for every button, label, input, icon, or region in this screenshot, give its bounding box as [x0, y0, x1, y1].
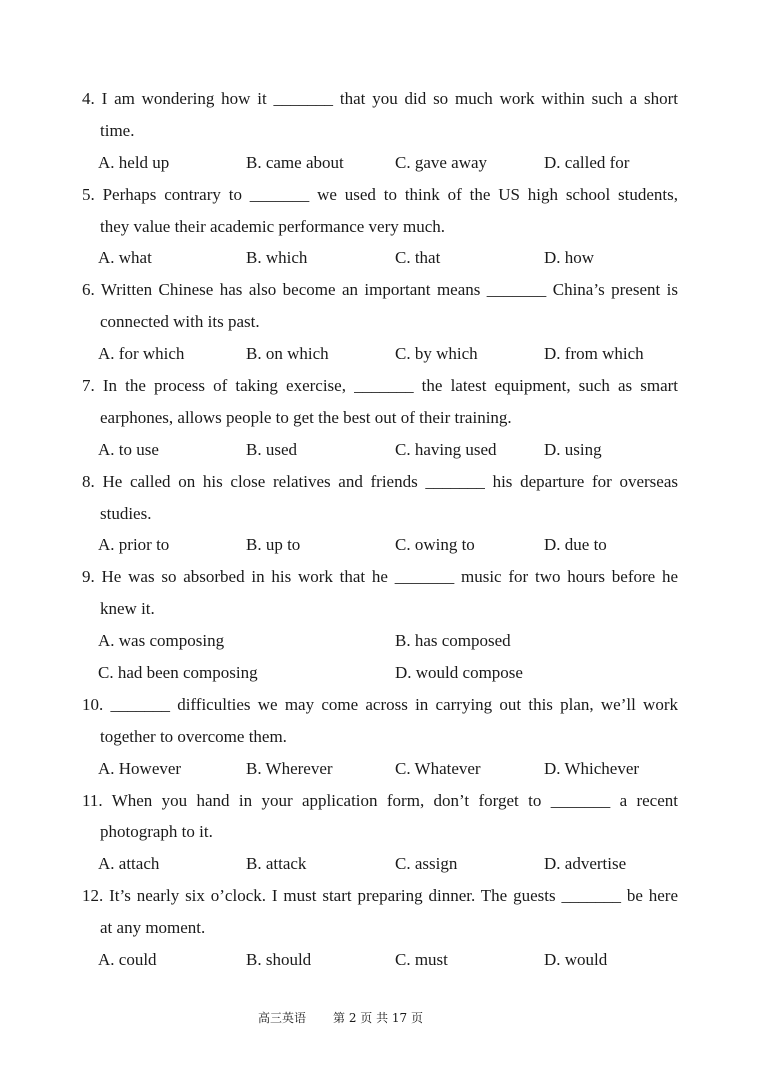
option-b: B. on which: [246, 344, 329, 364]
question-text: Written Chinese has also become an important means _______ China’s present is: [100, 280, 678, 300]
question-stem-first-line: [82, 179, 678, 211]
question-stem-line: [82, 498, 678, 530]
options-row: [82, 944, 678, 976]
question-text: earphones, allows people to get the best out of their training.: [100, 407, 512, 427]
question-stem-first-line: [82, 785, 678, 817]
option-a: A. for which: [98, 344, 185, 364]
question-number: 12.: [82, 886, 104, 906]
option-a: A. could: [98, 950, 157, 970]
option-a: A. held up: [98, 152, 170, 172]
question-4: [82, 83, 678, 179]
option-b: B. used: [246, 439, 297, 459]
question-stem-first-line: [82, 880, 678, 912]
question-stem-first-line: [82, 689, 678, 721]
option-a: A. was composing: [98, 631, 225, 651]
options-row: [82, 338, 678, 370]
question-text: at any moment.: [100, 918, 206, 938]
options-row: [82, 753, 678, 785]
question-number: 5.: [82, 184, 95, 204]
option-b: B. Wherever: [246, 758, 333, 778]
option-c: C. that: [395, 248, 441, 268]
options-row: [82, 242, 678, 274]
option-d: D. called for: [544, 152, 630, 172]
question-text: knew it.: [100, 599, 155, 619]
option-a: A. what: [98, 248, 152, 268]
question-12: [82, 880, 678, 976]
question-text: connected with its past.: [100, 312, 260, 332]
question-stem-first-line: [82, 561, 678, 593]
option-b: B. should: [246, 950, 312, 970]
option-d: D. how: [544, 248, 595, 268]
option-b: B. came about: [246, 152, 344, 172]
option-c: C. having used: [395, 439, 497, 459]
question-7: [82, 370, 678, 466]
question-text: _______ difficulties we may come across in carrying out this plan, we’ll work: [110, 694, 678, 714]
question-10: [82, 689, 678, 785]
question-text: It’s nearly six o’clock. I must start preparing dinner. The guests _______ be here: [109, 886, 678, 906]
question-number: 7.: [82, 376, 95, 396]
question-text: time.: [100, 120, 135, 140]
option-b: B. has composed: [395, 631, 511, 651]
question-number: 11.: [82, 790, 103, 810]
option-c: C. Whatever: [395, 758, 481, 778]
option-b: B. up to: [246, 535, 301, 555]
question-stem-line: [82, 593, 678, 625]
option-c: C. had been composing: [98, 663, 258, 683]
option-a: A. attach: [98, 854, 160, 874]
question-stem-line: [82, 306, 678, 338]
option-d: D. from which: [544, 344, 644, 364]
question-text: photograph to it.: [100, 822, 213, 842]
question-stem-line: [82, 912, 678, 944]
option-b: B. which: [246, 248, 308, 268]
question-stem-first-line: [82, 274, 678, 306]
question-text: together to overcome them.: [100, 726, 287, 746]
option-d: D. using: [544, 439, 602, 459]
question-9: [82, 561, 678, 689]
question-text: He called on his close relatives and friends _______ his departure for overseas: [102, 471, 678, 491]
option-a: A. prior to: [98, 535, 170, 555]
question-stem-line: [82, 211, 678, 243]
options-row: [82, 848, 678, 880]
question-text: He was so absorbed in his work that he _______ music for two hours before he: [101, 567, 678, 587]
option-a: A. However: [98, 758, 182, 778]
option-a: A. to use: [98, 439, 159, 459]
question-number: 6.: [82, 280, 95, 300]
option-d: D. Whichever: [544, 758, 640, 778]
option-d: D. would: [544, 950, 608, 970]
question-stem-first-line: [82, 370, 678, 402]
question-stem-line: [82, 115, 678, 147]
question-text: they value their academic performance very much.: [100, 216, 446, 236]
option-c: C. must: [395, 950, 448, 970]
question-stem-line: [82, 402, 678, 434]
footer-subject: 高三英语: [258, 1011, 307, 1025]
options-row: [82, 657, 678, 689]
question-8: [82, 466, 678, 562]
question-11: [82, 785, 678, 881]
question-number: 9.: [82, 567, 95, 587]
option-c: C. assign: [395, 854, 458, 874]
question-number: 4.: [82, 89, 95, 108]
question-6: [82, 274, 678, 370]
question-list: [82, 83, 678, 976]
question-number: 10.: [82, 694, 104, 714]
option-c: C. by which: [395, 344, 478, 364]
option-c: C. gave away: [395, 152, 488, 172]
option-d: D. due to: [544, 535, 607, 555]
question-text: When you hand in your application form, don’t forget to _______ a recent: [111, 790, 678, 810]
question-5: [82, 179, 678, 275]
options-row: [82, 147, 678, 179]
option-d: D. would compose: [395, 663, 523, 683]
question-number: 8.: [82, 471, 95, 491]
question-stem-first-line: [82, 466, 678, 498]
question-text: In the process of taking exercise, _______ the latest equipment, such as smart: [102, 376, 678, 396]
footer-page-number: 第 2 页 共 17 页: [333, 1011, 423, 1025]
question-text: studies.: [100, 503, 152, 523]
question-stem-line: [82, 816, 678, 848]
option-d: D. advertise: [544, 854, 627, 874]
options-row: [82, 434, 678, 466]
question-text: Perhaps contrary to _______ we used to think of the US high school students,: [102, 184, 678, 204]
options-row: [82, 529, 678, 561]
question-text: I am wondering how it _______ that you did so much work within such a short: [101, 89, 678, 108]
options-row: [82, 625, 678, 657]
question-stem-first-line: [82, 83, 678, 115]
question-stem-line: [82, 721, 678, 753]
option-c: C. owing to: [395, 535, 475, 555]
option-b: B. attack: [246, 854, 307, 874]
